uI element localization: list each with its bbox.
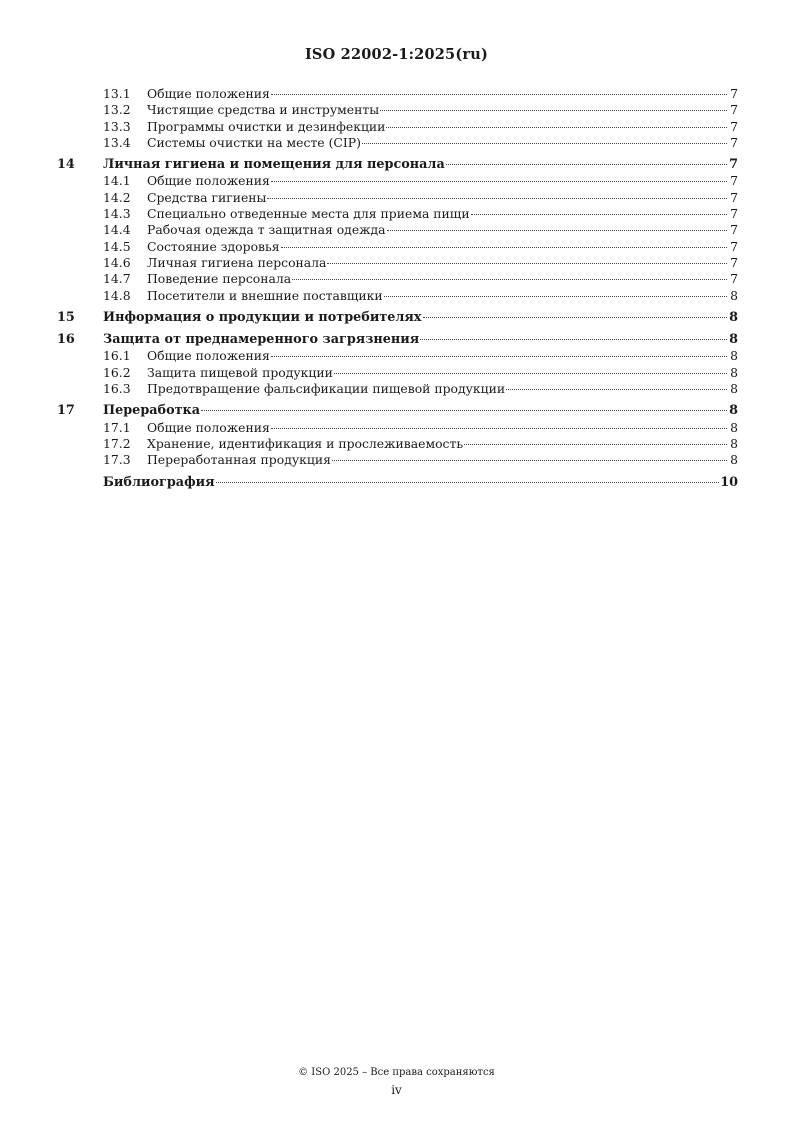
toc-entry-title: Общие положения xyxy=(147,419,270,435)
table-of-contents xyxy=(57,86,738,491)
toc-entry-page: 7 xyxy=(729,157,738,173)
toc-entry-page: 7 xyxy=(730,102,738,118)
toc-dot-leader xyxy=(327,263,727,264)
toc-dot-leader xyxy=(446,164,727,165)
toc-section-entry[interactable] xyxy=(57,206,738,222)
toc-dot-leader xyxy=(464,444,727,445)
toc-entry-page: 8 xyxy=(729,309,738,325)
toc-entry-page: 8 xyxy=(730,364,738,380)
toc-entry-number: 13.2 xyxy=(103,102,131,118)
toc-entry-page: 7 xyxy=(730,254,738,270)
toc-chapter-entry[interactable] xyxy=(57,403,738,419)
toc-dot-leader xyxy=(471,214,727,215)
toc-entry-page: 8 xyxy=(729,403,738,419)
toc-entry-page: 7 xyxy=(730,134,738,150)
toc-dot-leader xyxy=(271,181,727,182)
toc-entry-page: 8 xyxy=(730,452,738,468)
toc-entry-title: Чистящие средства и инструменты xyxy=(147,102,380,118)
toc-chapter-entry[interactable] xyxy=(57,475,738,491)
toc-entry-title: Общие положения xyxy=(147,86,270,101)
toc-dot-leader xyxy=(271,428,727,429)
toc-dot-leader xyxy=(201,410,727,411)
toc-entry-title: Библиография xyxy=(103,474,215,490)
toc-dot-leader xyxy=(281,247,727,248)
toc-section-entry[interactable] xyxy=(57,102,738,118)
toc-section-entry[interactable] xyxy=(57,173,738,189)
toc-section-entry[interactable] xyxy=(57,190,738,206)
toc-entry-number: 17.2 xyxy=(103,435,131,451)
toc-dot-leader xyxy=(271,356,727,357)
toc-dot-leader xyxy=(271,94,727,95)
toc-entry-title: Личная гигиена и помещения для персонала xyxy=(103,157,445,173)
toc-entry-number: 14.2 xyxy=(103,189,131,205)
toc-section-entry[interactable] xyxy=(57,288,738,304)
document-header: ISO 22002-1:2025(ru) xyxy=(304,46,489,63)
toc-entry-page: 7 xyxy=(730,173,738,189)
toc-entry-title: Личная гигиена персонала xyxy=(147,254,327,270)
toc-entry-page: 7 xyxy=(730,271,738,287)
toc-entry-title: Системы очистки на месте (CIP) xyxy=(147,134,361,150)
toc-chapter-entry[interactable] xyxy=(57,310,738,326)
toc-dot-leader xyxy=(292,279,727,280)
toc-entry-page: 10 xyxy=(720,474,738,490)
toc-dot-leader xyxy=(380,110,727,111)
toc-entry-page: 7 xyxy=(730,118,738,134)
toc-entry-title: Специально отведенные места для приема пищи xyxy=(147,206,470,222)
toc-entry-page: 7 xyxy=(730,222,738,238)
toc-dot-leader xyxy=(423,317,727,318)
toc-entry-number: 14.6 xyxy=(103,254,131,270)
toc-entry-number: 16.1 xyxy=(103,348,131,364)
toc-entry-title: Поведение персонала xyxy=(147,271,292,287)
toc-entry-title: Состояние здоровья xyxy=(147,238,280,254)
toc-entry-page: 8 xyxy=(730,287,738,303)
toc-entry-page: 7 xyxy=(730,189,738,205)
toc-entry-page: 8 xyxy=(730,435,738,451)
toc-entry-number: 14.7 xyxy=(103,271,131,287)
toc-entry-title: Общие положения xyxy=(147,348,270,364)
toc-dot-leader xyxy=(387,230,727,231)
page-number: iv xyxy=(391,1083,402,1097)
toc-section-entry[interactable] xyxy=(57,222,738,238)
toc-dot-leader xyxy=(267,198,727,199)
toc-entry-number: 13.1 xyxy=(103,86,131,101)
toc-section-entry[interactable] xyxy=(57,381,738,397)
toc-entry-title: Информация о продукции и потребителях xyxy=(103,309,422,325)
toc-entry-title: Рабочая одежда т защитная одежда xyxy=(147,222,386,238)
toc-entry-page: 8 xyxy=(730,348,738,364)
toc-entry-page: 8 xyxy=(730,381,738,397)
toc-dot-leader xyxy=(332,460,727,461)
toc-entry-title: Средства гигиены xyxy=(147,189,267,205)
toc-entry-number: 17.1 xyxy=(103,419,131,435)
toc-dot-leader xyxy=(386,127,727,128)
toc-entry-page: 8 xyxy=(730,419,738,435)
toc-section-entry[interactable] xyxy=(57,135,738,151)
toc-entry-number: 16.2 xyxy=(103,364,131,380)
toc-section-entry[interactable] xyxy=(57,365,738,381)
toc-chapter-entry[interactable] xyxy=(57,332,738,348)
toc-chapter-entry[interactable] xyxy=(57,157,738,173)
copyright-footer: © ISO 2025 – Все права сохраняются xyxy=(298,1067,495,1078)
toc-entry-number: 16.3 xyxy=(103,381,131,397)
toc-entry-title: Переработка xyxy=(103,403,201,419)
toc-dot-leader xyxy=(334,373,727,374)
toc-entry-number: 14.1 xyxy=(103,173,131,189)
toc-entry-title: Программы очистки и дезинфекции xyxy=(147,118,386,134)
toc-entry-number: 14.5 xyxy=(103,238,131,254)
toc-section-entry[interactable] xyxy=(57,271,738,287)
toc-entry-page: 8 xyxy=(729,332,738,348)
toc-dot-leader xyxy=(362,143,727,144)
toc-entry-number: 15 xyxy=(57,309,75,325)
toc-entry-number: 13.4 xyxy=(103,134,131,150)
toc-entry-number: 14.3 xyxy=(103,206,131,222)
toc-entry-title: Посетители и внешние поставщики xyxy=(147,287,383,303)
toc-entry-number: 14.4 xyxy=(103,222,131,238)
toc-entry-number: 17 xyxy=(57,403,75,419)
toc-entry-title: Хранение, идентификация и прослеживаемость xyxy=(147,435,464,451)
toc-section-entry[interactable] xyxy=(57,436,738,452)
toc-dot-leader xyxy=(420,339,727,340)
toc-dot-leader xyxy=(384,296,727,297)
toc-section-entry[interactable] xyxy=(57,420,738,436)
toc-section-entry[interactable] xyxy=(57,86,738,102)
toc-entry-page: 7 xyxy=(730,206,738,222)
toc-section-entry[interactable] xyxy=(57,255,738,271)
toc-section-entry[interactable] xyxy=(57,452,738,468)
toc-entry-number: 16 xyxy=(57,332,75,348)
toc-section-entry[interactable] xyxy=(57,239,738,255)
toc-entry-page: 7 xyxy=(730,238,738,254)
toc-entry-page: 7 xyxy=(730,86,738,101)
toc-dot-leader xyxy=(216,482,720,483)
toc-entry-number: 14.8 xyxy=(103,287,131,303)
toc-dot-leader xyxy=(506,389,727,390)
toc-entry-title: Предотвращение фальсификации пищевой продукции xyxy=(147,381,506,397)
toc-entry-title: Защита от преднамеренного загрязнения xyxy=(103,332,420,348)
toc-section-entry[interactable] xyxy=(57,348,738,364)
toc-entry-title: Защита пищевой продукции xyxy=(147,364,333,380)
toc-entry-title: Общие положения xyxy=(147,173,270,189)
toc-entry-number: 17.3 xyxy=(103,452,131,468)
toc-entry-number: 13.3 xyxy=(103,118,131,134)
toc-entry-number: 14 xyxy=(57,157,75,173)
toc-section-entry[interactable] xyxy=(57,119,738,135)
toc-entry-title: Переработанная продукция xyxy=(147,452,331,468)
